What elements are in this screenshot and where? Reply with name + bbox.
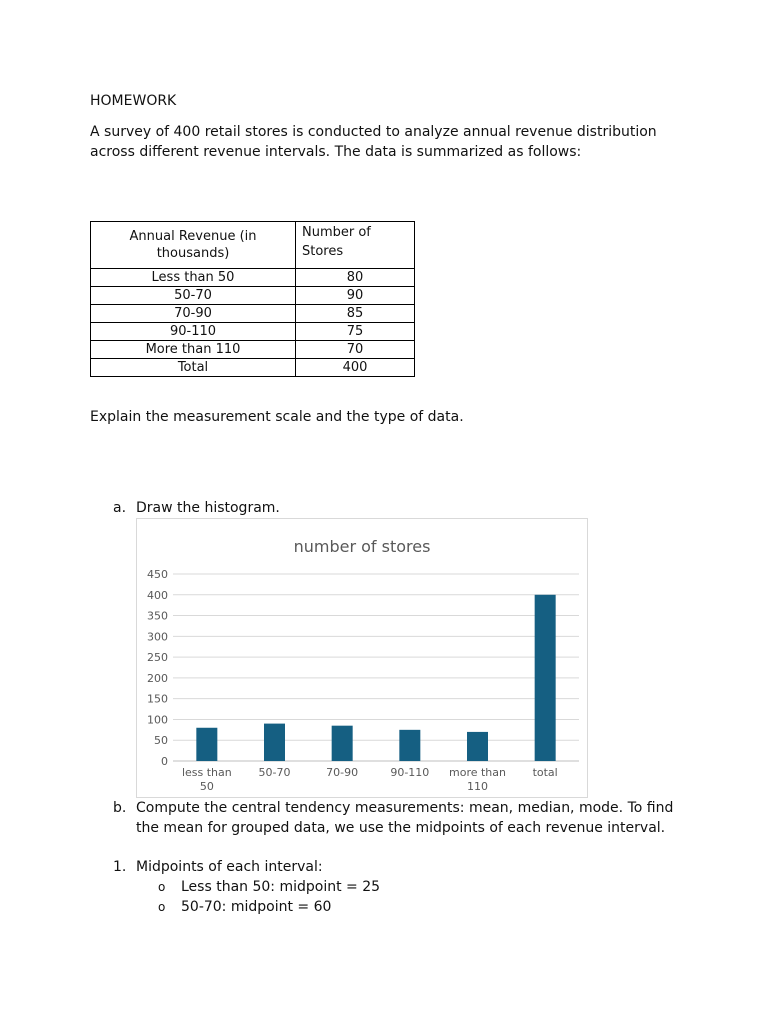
table-row — [91, 287, 415, 305]
bullet-marker: o — [158, 900, 166, 914]
chart-svg — [137, 519, 587, 797]
list-marker-b: b. — [113, 800, 127, 816]
list-item-a-text: Draw the histogram. — [136, 500, 280, 516]
y-tick-label: 100 — [147, 713, 168, 727]
table-cell-interval: 70-90 — [91, 305, 296, 323]
x-tick-label: 90-110 — [390, 766, 430, 779]
chart-title: number of stores — [293, 537, 431, 556]
table-header-row — [91, 222, 415, 269]
table-header-stores: Number of Stores — [296, 222, 415, 269]
list-marker-a: a. — [113, 500, 127, 516]
table-cell-count: 90 — [296, 287, 415, 305]
table-cell-interval: Less than 50 — [91, 269, 296, 287]
bar-90-110 — [399, 730, 420, 761]
histogram-chart — [136, 518, 588, 798]
table-cell-count: 85 — [296, 305, 415, 323]
table-row — [91, 269, 415, 287]
table-cell-interval: 50-70 — [91, 287, 296, 305]
bullet-marker: o — [158, 880, 166, 894]
x-tick-label: less than 50 — [181, 766, 232, 793]
table-row — [91, 341, 415, 359]
table-row — [91, 323, 415, 341]
y-tick-label: 200 — [147, 671, 168, 685]
intro-paragraph: A survey of 400 retail stores is conducted to analyze annual revenue distribution across different revenue intervals. The data is summarized as follows: — [90, 124, 657, 160]
list-marker-1: 1. — [113, 859, 127, 875]
table-row-total — [91, 359, 415, 377]
y-tick-label: 150 — [147, 692, 168, 706]
bar-70-90 — [332, 726, 353, 761]
bar-50-70 — [264, 724, 285, 761]
y-tick-label: 450 — [147, 568, 168, 581]
revenue-table — [90, 221, 415, 377]
table-cell-interval: More than 110 — [91, 341, 296, 359]
table-cell-count: 80 — [296, 269, 415, 287]
y-tick-label: 400 — [147, 588, 168, 602]
x-tick-label: 50-70 — [258, 766, 291, 779]
y-tick-label: 250 — [147, 651, 168, 665]
table-row — [91, 305, 415, 323]
bar-total — [535, 595, 556, 761]
x-tick-label: 70-90 — [326, 766, 359, 779]
bar-more-than-110 — [467, 732, 488, 761]
x-tick-label: more than 110 — [449, 766, 506, 793]
table-cell-count: 75 — [296, 323, 415, 341]
table-cell-count: 400 — [296, 359, 415, 377]
table-cell-interval: Total — [91, 359, 296, 377]
y-tick-label: 0 — [161, 755, 168, 768]
y-tick-label: 350 — [147, 609, 168, 623]
question-text: Explain the measurement scale and the type of data. — [90, 409, 464, 425]
table-header-revenue: Annual Revenue (in thousands) — [91, 222, 296, 269]
y-tick-label: 50 — [154, 734, 168, 748]
bullet-item-text: 50-70: midpoint = 60 — [181, 899, 332, 915]
y-tick-label: 300 — [147, 630, 168, 644]
x-tick-label: total — [532, 766, 558, 779]
bar-less-than-50 — [196, 728, 217, 761]
list-item-b-text: Compute the central tendency measurements: mean, median, mode. To find the mean for grouped data, we use the midpoints of each revenue interval. — [136, 800, 674, 836]
table-cell-count: 70 — [296, 341, 415, 359]
bullet-item-text: Less than 50: midpoint = 25 — [181, 879, 381, 895]
list-item-1-text: Midpoints of each interval: — [136, 859, 323, 875]
table-cell-interval: 90-110 — [91, 323, 296, 341]
doc-heading: HOMEWORK — [90, 93, 177, 109]
